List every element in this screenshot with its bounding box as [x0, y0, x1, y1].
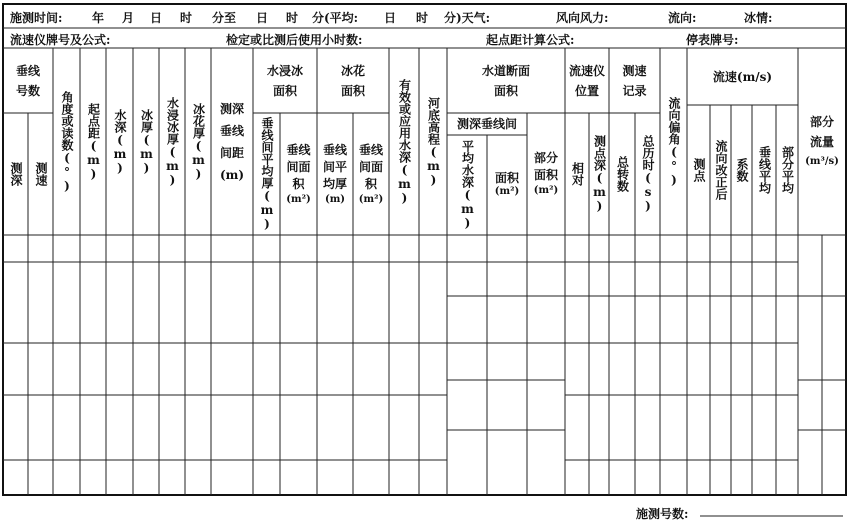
ice-label: 冰情: — [744, 11, 773, 25]
hours-label: 检定或比测后使用小时数: — [226, 33, 363, 47]
hdr-depth-sound: 测深 — [9, 162, 23, 186]
hdr-ice-thick: 冰厚(m) — [139, 108, 154, 175]
hdr-coef: 系数 — [735, 158, 749, 182]
hdr-area: 面积 (m²) — [494, 171, 520, 197]
hdr-channel-area: 水道断面面积 — [481, 63, 530, 98]
month-label: 月 — [122, 11, 135, 25]
day2-label: 日 — [256, 11, 269, 25]
hour-label: 时 — [180, 11, 193, 25]
wind-label: 风向风力: — [556, 11, 609, 25]
hdr-part-q: 部分 流量 (m³/s) — [805, 114, 839, 167]
hour2-label: 时 — [286, 11, 299, 25]
hdr-water-depth: 水深(m) — [113, 108, 127, 175]
day3-label: 日 — [384, 11, 397, 25]
hdr-velocity: 流速(m/s) — [712, 69, 773, 84]
meter-label: 流速仪牌号及公式: — [10, 33, 111, 47]
hdr-sub-ice-thick: 水浸冰厚(m) — [165, 96, 180, 187]
time-label: 施测时间: — [10, 11, 63, 25]
hdr-vertical-no: 垂线号数 — [15, 63, 40, 98]
hdr-sub-ice-sec: 垂线间面积 (m²) — [286, 142, 311, 205]
start-formula-label: 起点距计算公式: — [486, 33, 575, 47]
hdr-sounding-spacing: 测深 垂线 间距 (m) — [219, 101, 245, 182]
hdr-avg-depth: 平均水深(m) — [460, 140, 475, 230]
hdr-point: 测点 — [692, 158, 706, 182]
hdr-effective-depth: 有效或应用水深(m) — [397, 78, 412, 205]
hdr-corrected: 流向改正后 — [714, 140, 728, 200]
hdr-part-avg: 部分平均 — [780, 146, 795, 194]
hdr-start-dist: 起点距(m) — [86, 102, 101, 181]
min-to-label: 分至 — [212, 11, 237, 25]
serial-label: 施测号数: — [636, 507, 689, 521]
hdr-slush-avg: 垂线间平均厚 (m) — [322, 142, 347, 205]
flow-dir-label: 流向: — [668, 11, 697, 25]
hdr-slush-area: 冰花面积 — [340, 63, 365, 98]
hdr-part-area: 部分面积 (m²) — [533, 151, 559, 196]
hdr-vel-record: 测速记录 — [622, 63, 647, 98]
gauge-label: 停表牌号: — [686, 33, 739, 47]
hdr-vert-avg: 垂线平均 — [757, 146, 772, 194]
year-label: 年 — [92, 11, 105, 25]
hdr-meter-pos: 流速仪位置 — [568, 63, 605, 98]
hdr-bed-elev: 河底高程(m) — [426, 96, 441, 187]
hdr-time-total: 总历时(s) — [641, 135, 655, 213]
hdr-angle: 角度或读数(°) — [60, 90, 74, 193]
hdr-sound-between: 测深垂线间 — [456, 117, 517, 131]
hdr-relative: 相对 — [570, 162, 585, 186]
weather-label: 分)天气: — [444, 11, 491, 25]
hdr-revs: 总转数 — [615, 156, 630, 192]
hdr-flow-angle: 流向偏角(°) — [667, 96, 681, 187]
hdr-slush-thick: 冰花厚(m) — [191, 102, 206, 181]
hdr-slush-sec: 垂线间面积 (m²) — [358, 142, 384, 205]
day-label: 日 — [150, 11, 163, 25]
hour3-label: 时 — [416, 11, 429, 25]
hdr-sub-ice-avg: 垂线间平均厚(m) — [260, 117, 274, 231]
min-avg-label: 分(平均: — [312, 11, 359, 25]
hdr-sub-ice-area: 水浸冰面积 — [266, 63, 303, 98]
hdr-depth-vel: 测速 — [34, 162, 48, 186]
hdr-point-depth: 测点深(m) — [592, 135, 607, 213]
